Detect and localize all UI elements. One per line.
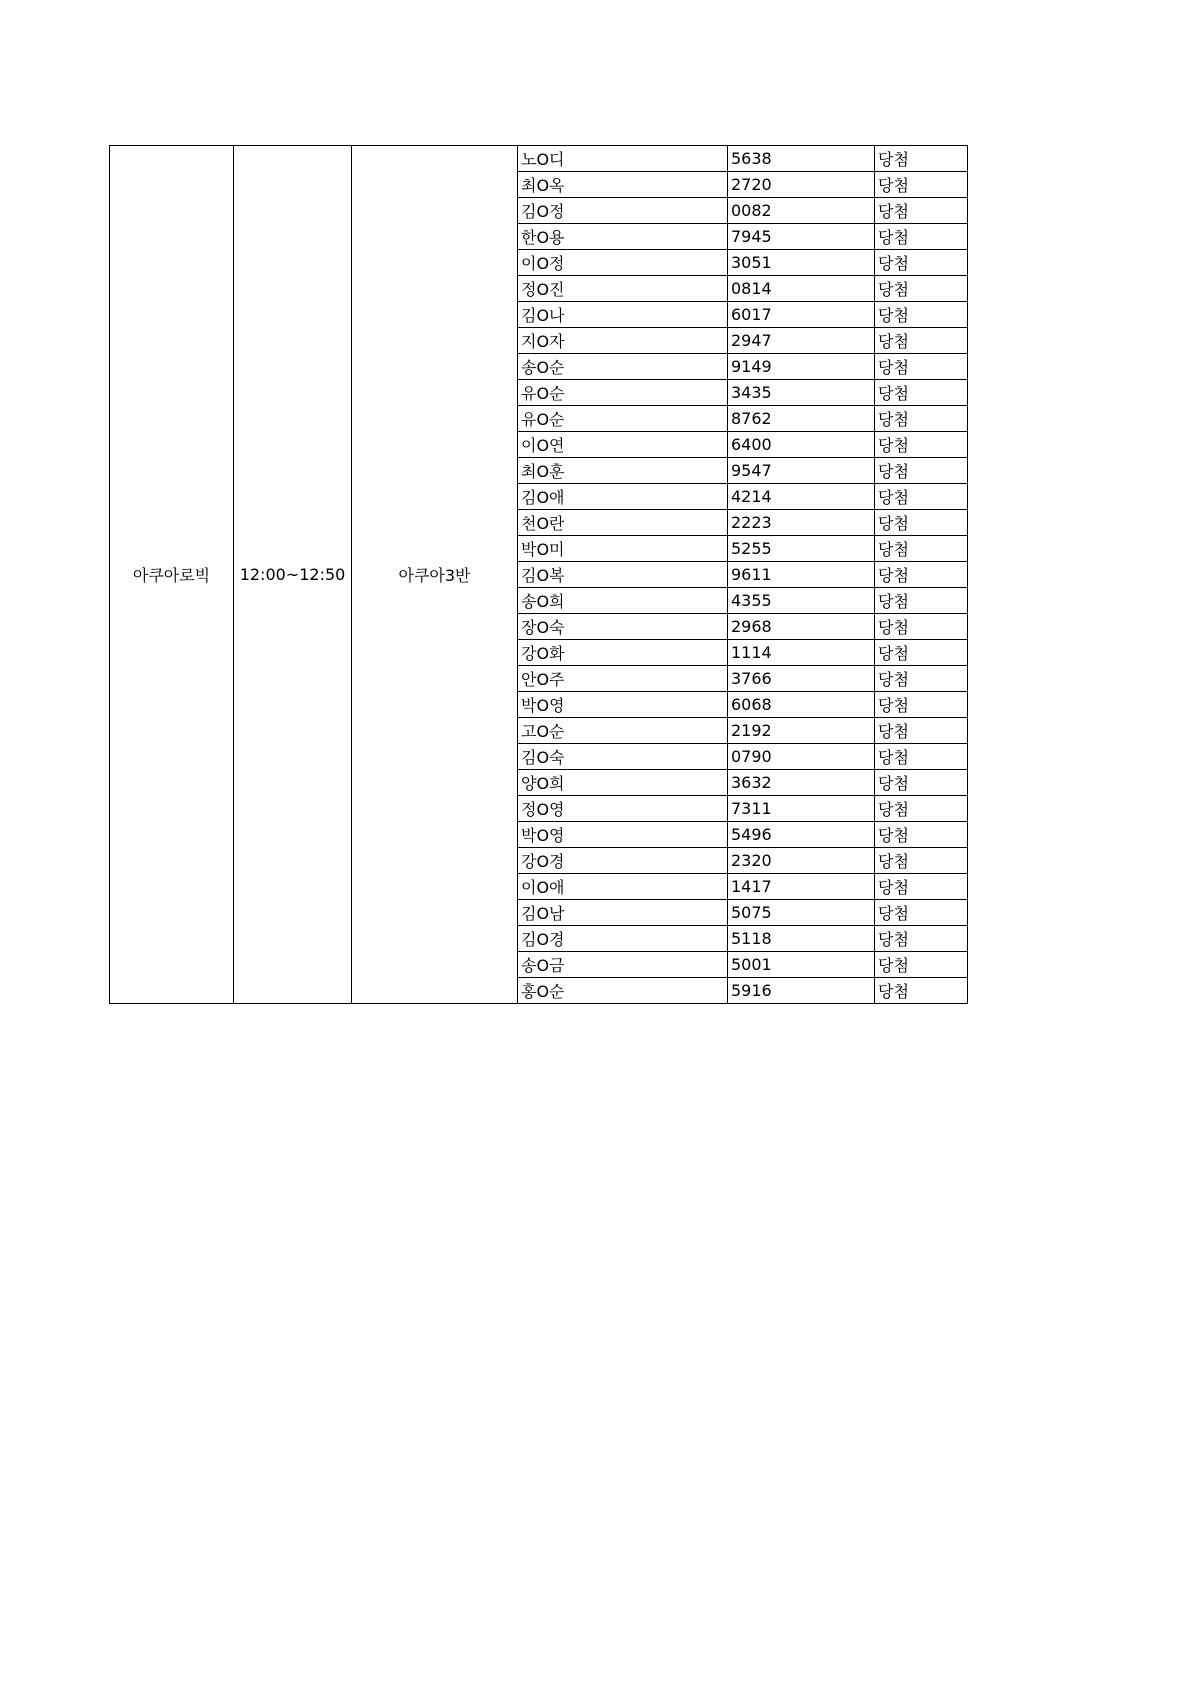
result-cell: 당첨 [875,250,968,276]
result-cell: 당첨 [875,536,968,562]
code-cell: 6017 [728,302,875,328]
result-cell: 당첨 [875,614,968,640]
result-cell: 당첨 [875,146,968,172]
name-cell: 강O경 [518,848,728,874]
code-cell: 6400 [728,432,875,458]
code-cell: 9547 [728,458,875,484]
code-cell: 4355 [728,588,875,614]
result-cell: 당첨 [875,822,968,848]
code-cell: 5496 [728,822,875,848]
code-cell: 1417 [728,874,875,900]
name-cell: 홍O순 [518,978,728,1004]
name-cell: 천O란 [518,510,728,536]
code-cell: 0814 [728,276,875,302]
result-cell: 당첨 [875,978,968,1004]
result-cell: 당첨 [875,458,968,484]
result-cell: 당첨 [875,770,968,796]
result-cell: 당첨 [875,406,968,432]
code-cell: 3632 [728,770,875,796]
result-cell: 당첨 [875,380,968,406]
name-cell: 김O경 [518,926,728,952]
code-cell: 2720 [728,172,875,198]
result-cell: 당첨 [875,796,968,822]
code-cell: 5075 [728,900,875,926]
name-cell: 박O영 [518,822,728,848]
class-cell: 아쿠아3반 [352,146,518,1004]
name-cell: 박O미 [518,536,728,562]
result-cell: 당첨 [875,744,968,770]
name-cell: 김O나 [518,302,728,328]
name-cell: 김O남 [518,900,728,926]
result-cell: 당첨 [875,588,968,614]
name-cell: 이O정 [518,250,728,276]
table-body [110,146,968,1004]
result-cell: 당첨 [875,328,968,354]
code-cell: 9611 [728,562,875,588]
result-cell: 당첨 [875,172,968,198]
name-cell: 안O주 [518,666,728,692]
name-cell: 이O애 [518,874,728,900]
name-cell: 박O영 [518,692,728,718]
results-table [109,145,968,1004]
code-cell: 5118 [728,926,875,952]
code-cell: 5916 [728,978,875,1004]
code-cell: 6068 [728,692,875,718]
code-cell: 7311 [728,796,875,822]
result-cell: 당첨 [875,432,968,458]
name-cell: 장O숙 [518,614,728,640]
table-row [110,146,968,172]
result-cell: 당첨 [875,952,968,978]
result-cell: 당첨 [875,692,968,718]
code-cell: 4214 [728,484,875,510]
name-cell: 유O순 [518,380,728,406]
result-cell: 당첨 [875,900,968,926]
result-cell: 당첨 [875,276,968,302]
name-cell: 최O훈 [518,458,728,484]
result-cell: 당첨 [875,224,968,250]
result-cell: 당첨 [875,874,968,900]
name-cell: 정O진 [518,276,728,302]
code-cell: 7945 [728,224,875,250]
result-cell: 당첨 [875,926,968,952]
code-cell: 3766 [728,666,875,692]
code-cell: 0790 [728,744,875,770]
code-cell: 5638 [728,146,875,172]
name-cell: 이O연 [518,432,728,458]
name-cell: 송O금 [518,952,728,978]
result-cell: 당첨 [875,484,968,510]
code-cell: 5001 [728,952,875,978]
code-cell: 2320 [728,848,875,874]
name-cell: 김O복 [518,562,728,588]
result-cell: 당첨 [875,718,968,744]
program-cell: 아쿠아로빅 [110,146,234,1004]
code-cell: 2192 [728,718,875,744]
name-cell: 김O애 [518,484,728,510]
name-cell: 최O옥 [518,172,728,198]
name-cell: 유O순 [518,406,728,432]
name-cell: 고O순 [518,718,728,744]
code-cell: 9149 [728,354,875,380]
result-cell: 당첨 [875,354,968,380]
name-cell: 양O희 [518,770,728,796]
name-cell: 송O희 [518,588,728,614]
result-cell: 당첨 [875,640,968,666]
code-cell: 2223 [728,510,875,536]
name-cell: 노O디 [518,146,728,172]
result-cell: 당첨 [875,510,968,536]
name-cell: 한O용 [518,224,728,250]
code-cell: 3051 [728,250,875,276]
result-cell: 당첨 [875,198,968,224]
code-cell: 1114 [728,640,875,666]
name-cell: 송O순 [518,354,728,380]
code-cell: 3435 [728,380,875,406]
time-cell: 12:00~12:50 [234,146,352,1004]
result-cell: 당첨 [875,562,968,588]
name-cell: 지O자 [518,328,728,354]
name-cell: 김O숙 [518,744,728,770]
code-cell: 0082 [728,198,875,224]
code-cell: 2968 [728,614,875,640]
code-cell: 2947 [728,328,875,354]
name-cell: 정O영 [518,796,728,822]
code-cell: 8762 [728,406,875,432]
result-cell: 당첨 [875,666,968,692]
name-cell: 강O화 [518,640,728,666]
name-cell: 김O정 [518,198,728,224]
result-cell: 당첨 [875,302,968,328]
result-cell: 당첨 [875,848,968,874]
code-cell: 5255 [728,536,875,562]
